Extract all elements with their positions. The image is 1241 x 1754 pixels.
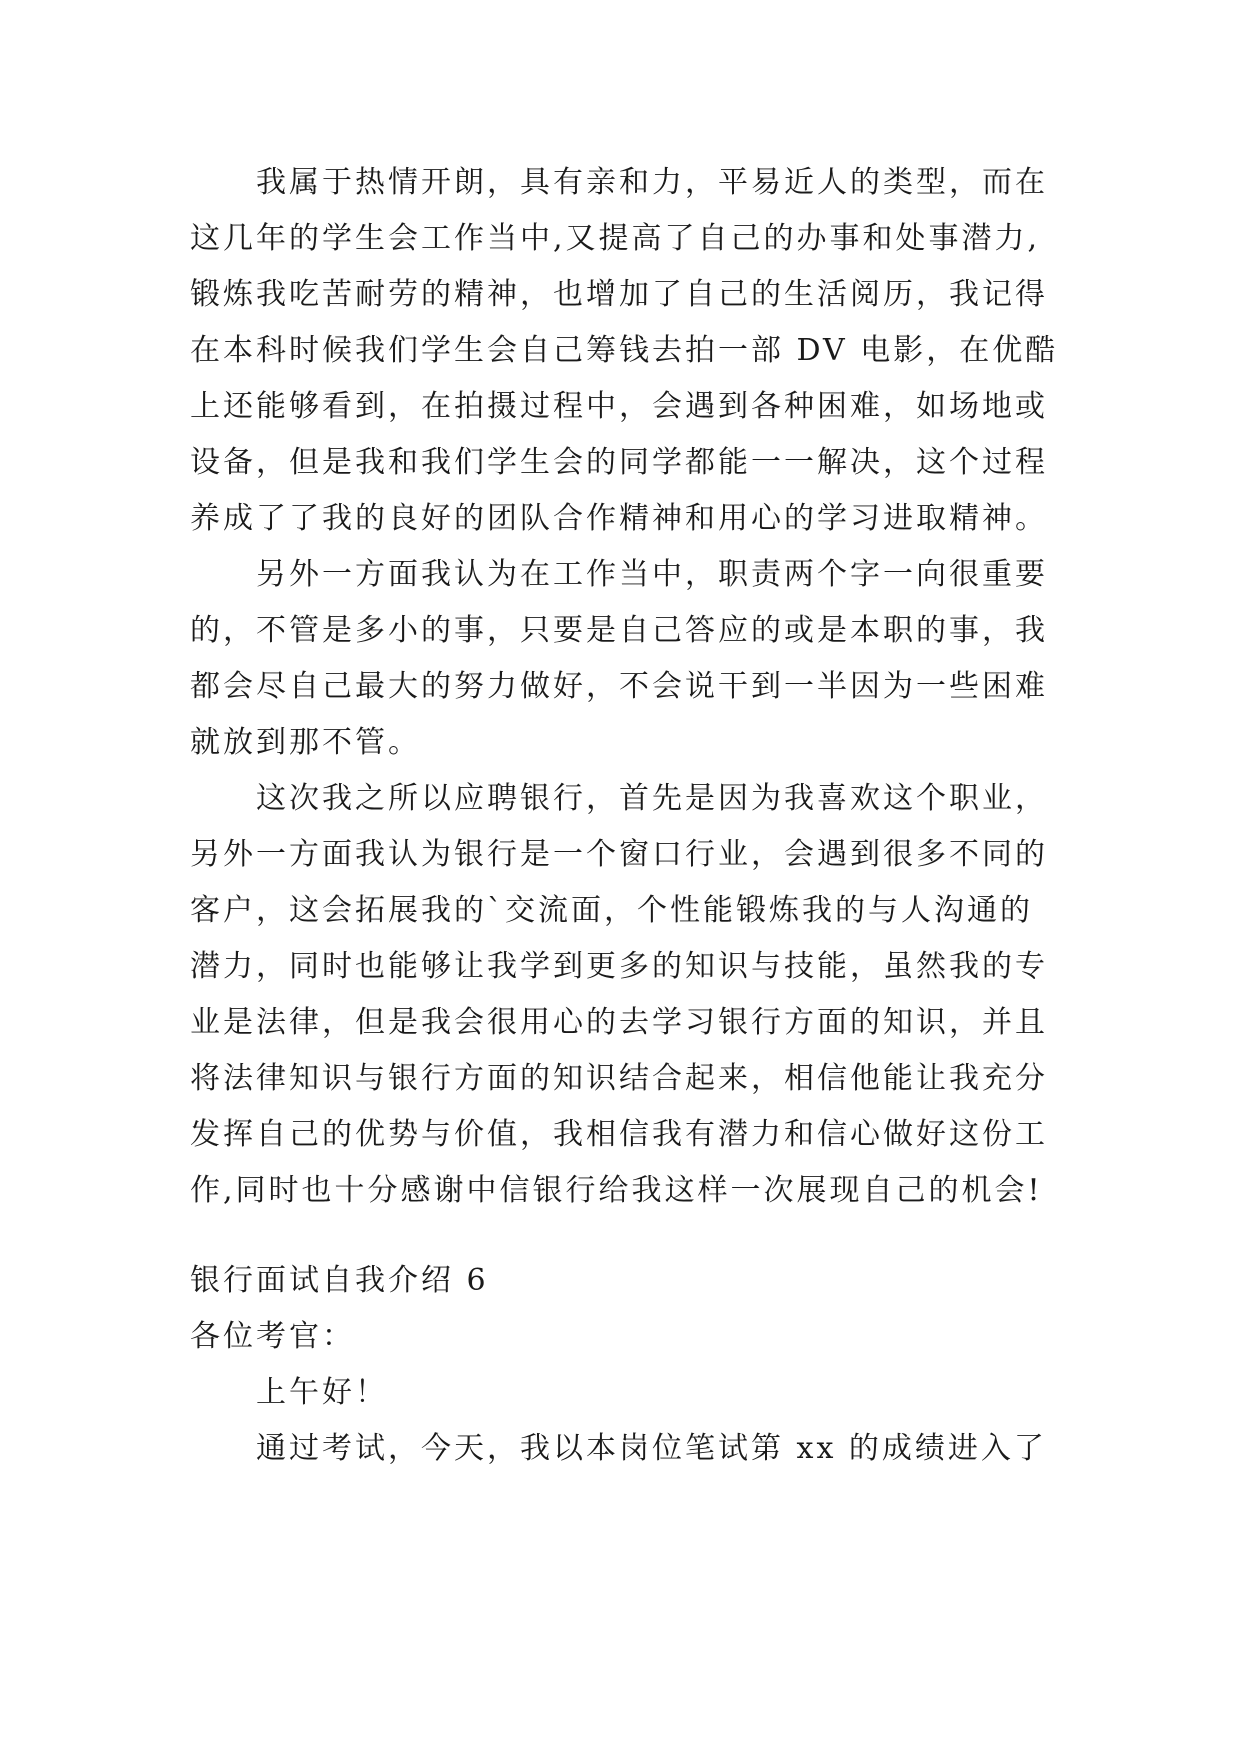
text-line: 上还能够看到，在拍摄过程中，会遇到各种困难，如场地或 [190,389,1048,424]
text-line: 另外一方面我认为在工作当中，职责两个字一向很重要 [256,557,1048,592]
text-line: 发挥自己的优势与价值，我相信我有潜力和信心做好这份工 [190,1117,1048,1152]
text-line: 养成了了我的良好的团队合作精神和用心的学习进取精神。 [190,501,1048,536]
text-line: 的，不管是多小的事，只要是自己答应的或是本职的事，我 [190,613,1048,648]
text-line: 在本科时候我们学生会自己筹钱去拍一部 DV 电影，在优酷 [190,333,1059,368]
section-title: 银行面试自我介绍 6 [190,1263,489,1298]
text-line: 另外一方面我认为银行是一个窗口行业，会遇到很多不同的 [190,837,1048,872]
text-line: 设备，但是我和我们学生会的同学都能一一解决，这个过程 [190,445,1048,480]
paragraph-4 [190,1421,1070,1477]
text-line: 客户，这会拓展我的`交流面，个性能锻炼我的与人沟通的 [190,893,1033,928]
text-line: 潜力，同时也能够让我学到更多的知识与技能，虽然我的专 [190,949,1048,984]
text-line: 这几年的学生会工作当中,又提高了自己的办事和处事潜力, [190,221,1041,256]
paragraph-2 [190,547,1070,771]
text-line: 锻炼我吃苦耐劳的精神，也增加了自己的生活阅历，我记得 [190,277,1048,312]
text-line: 都会尽自己最大的努力做好，不会说干到一半因为一些困难 [190,669,1048,704]
text-line: 将法律知识与银行方面的知识结合起来，相信他能让我充分 [190,1061,1048,1096]
text-line: 就放到那不管。 [190,725,421,760]
greeting: 上午好！ [256,1375,388,1410]
text-line: 通过考试，今天，我以本岗位笔试第 xx 的成绩进入了 [256,1431,1047,1466]
paragraph-1 [190,155,1070,547]
paragraph-3 [190,771,1070,1219]
salutation: 各位考官： [190,1319,355,1354]
text-line: 作,同时也十分感谢中信银行给我这样一次展现自己的机会! [190,1173,1043,1208]
text-line: 我属于热情开朗，具有亲和力，平易近人的类型，而在 [256,165,1048,200]
section-spacer [190,1219,1070,1253]
text-line: 这次我之所以应聘银行，首先是因为我喜欢这个职业， [256,781,1048,816]
text-line: 业是法律，但是我会很用心的去学习银行方面的知识，并且 [190,1005,1048,1040]
document-body [190,155,1070,1477]
